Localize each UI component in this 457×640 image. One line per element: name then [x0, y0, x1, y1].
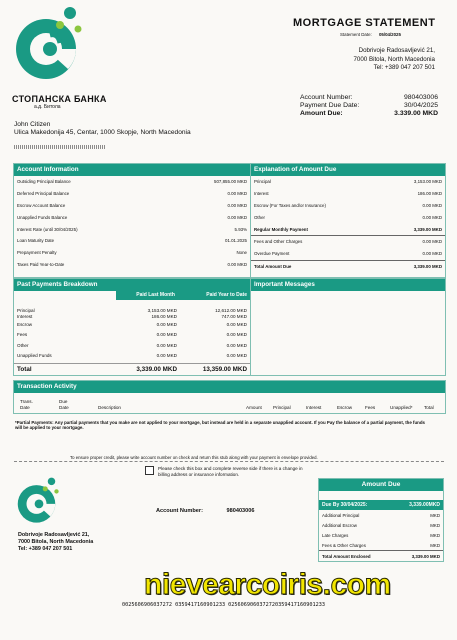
statement-title: MORTGAGE STATEMENT	[293, 17, 436, 29]
micr-line: 0025606906037272 0359417160901233 0256069060372720359417160901233	[122, 602, 326, 608]
past-payment-label: Fees	[17, 332, 28, 338]
stub-tel: Tel: +389 047 207 501	[18, 545, 73, 552]
explanation-label: Fees and Other Charges	[254, 239, 303, 245]
postal-barcode	[14, 145, 106, 149]
stub-amount-label: Additional Principal	[322, 512, 360, 518]
bank-address	[353, 47, 435, 73]
bank-logo	[10, 5, 90, 87]
account-info-value: 0.00 MKD	[227, 202, 247, 208]
transaction-column-header: Due Date	[59, 399, 69, 410]
stub-amount-row	[319, 550, 443, 561]
address-change-text: Please check this box and complete reverse side if there is a change in billing address or insurance information.	[158, 466, 303, 477]
explanation-row	[251, 248, 445, 261]
stub-account-number	[156, 508, 255, 514]
due-date-value: 30/04/2025	[403, 102, 438, 110]
past-payment-label: Interest	[17, 313, 33, 319]
transaction-activity-title: Transaction Activity	[14, 381, 445, 393]
due-date-label: Payment Due Date:	[300, 102, 360, 110]
account-info-row	[14, 200, 250, 212]
stub-amount-value: MKD	[430, 542, 440, 548]
account-info-row	[14, 211, 250, 223]
past-payments-title: Past Payments Breakdown	[14, 279, 250, 291]
explanation-row	[251, 211, 445, 223]
transaction-column-header: Amount	[246, 404, 262, 410]
transaction-column-header: Unapplied*	[390, 404, 413, 410]
important-messages-section	[250, 278, 446, 376]
important-messages-title: Important Messages	[251, 279, 445, 291]
stub-amount-row	[319, 540, 443, 550]
stub-amount-row	[319, 520, 443, 530]
stub-due-by-label: Due By 30/04/2025:	[322, 502, 368, 508]
amount-due-label: Amount Due:	[300, 110, 343, 118]
total-ytd: 13,359.00 MKD	[202, 365, 247, 373]
past-payment-ytd: 747.00 MKD	[221, 313, 247, 319]
transaction-activity-section	[13, 380, 446, 414]
transaction-column-header: Principal	[273, 404, 291, 410]
transaction-column-header: Escrow	[337, 404, 353, 410]
account-summary	[300, 94, 438, 119]
explanation-label: Regular Monthly Payment	[254, 226, 308, 232]
stub-amount-row	[319, 510, 443, 520]
past-payment-ytd: 0.00 MKD	[226, 332, 247, 338]
past-payment-ytd: 0.00 MKD	[226, 321, 247, 327]
past-payment-row	[14, 319, 250, 330]
statement-date	[340, 32, 401, 37]
explanation-label: Escrow (For Taxes and/or Insurance)	[254, 202, 326, 208]
stub-account-number-label: Account Number:	[156, 508, 203, 514]
explanation-value: 0.00 MKD	[422, 239, 442, 245]
past-payment-last-month: 0.00 MKD	[156, 321, 177, 327]
account-info-label: Taxes Paid Year-to-Date	[17, 261, 65, 267]
account-info-row	[14, 259, 250, 271]
past-payment-last-month: 186.00 MKD	[151, 313, 177, 319]
past-payment-label: Principal	[17, 308, 35, 314]
total-label: Total	[17, 365, 32, 373]
account-info-row	[14, 247, 250, 259]
past-payment-last-month: 0.00 MKD	[156, 353, 177, 359]
total-last-month: 3,339.00 MKD	[136, 365, 177, 373]
past-payment-label: Escrow	[17, 321, 33, 327]
customer-block	[14, 121, 191, 137]
stub-amount-label: Late Charges	[322, 532, 349, 538]
transaction-column-header: Trans. Date	[20, 399, 33, 410]
explanation-value: 3,339.00 MKD	[413, 226, 442, 232]
stub-amount-label: Fees & Other Charges	[322, 542, 366, 548]
past-payment-ytd: 12,612.00 MKD	[215, 308, 247, 314]
account-info-label: Outsiding Principal Balance	[17, 179, 71, 185]
explanation-value: 3,153.00 MKD	[413, 179, 442, 185]
stub-amount-value: MKD	[430, 512, 440, 518]
bank-subname: а.д. Битола	[34, 104, 61, 110]
stub-amount-value: 3,339.00 MKD	[411, 553, 440, 559]
stub-bank-address	[18, 532, 93, 552]
explanation-label: Principal	[254, 179, 271, 185]
partial-payments-note: *Partial Payments: Any partial payments that you make are not applied to your mortgage, but instead are held in a separate unapplied account. If you Pay the balance of a partial payment, the funds will be applied to your mortgage.	[15, 420, 425, 431]
address-change-checkbox[interactable]	[145, 466, 154, 475]
past-payment-ytd: 0.00 MKD	[226, 353, 247, 359]
stub-due-by-value: 3,339.00MKD	[409, 502, 440, 508]
customer-address: Ulica Makedonija 45, Centar, 1000 Skopje, North Macedonia	[14, 129, 191, 137]
transaction-columns	[14, 393, 445, 411]
transaction-column-header: Description	[98, 404, 121, 410]
account-info-value: 0.00 MKD	[227, 214, 247, 220]
explanation-row	[251, 188, 445, 200]
past-payment-last-month: 0.00 MKD	[156, 342, 177, 348]
account-info-value: 507,855.00 MKD	[214, 179, 247, 185]
transaction-column-header: Fees	[365, 404, 376, 410]
past-payment-row	[14, 340, 250, 351]
statement-date-value: 05/04/2025	[378, 32, 401, 37]
account-information-section	[13, 163, 251, 278]
past-payment-row	[14, 351, 250, 362]
past-payment-row	[14, 330, 250, 341]
account-info-row	[14, 188, 250, 200]
explanation-label: Total Amount Due	[254, 263, 292, 269]
explanation-value: 186.00 MKD	[417, 191, 442, 197]
past-payment-ytd: 0.00 MKD	[226, 342, 247, 348]
account-info-label: Prepayment Penalty	[17, 250, 57, 256]
stub-account-number-value: 980403006	[226, 508, 255, 514]
stub-amount-value: MKD	[430, 522, 440, 528]
explanation-label: Interest	[254, 191, 269, 197]
amount-due-explanation-section	[250, 163, 446, 278]
customer-name: John Citizen	[14, 121, 51, 128]
explanation-value: 0.00 MKD	[422, 202, 442, 208]
account-info-label: Escrow Account Balance	[17, 202, 66, 208]
stub-amount-due-box	[318, 478, 444, 562]
explanation-value: 0.00 MKD	[422, 251, 442, 257]
watermark-text: nievearcoiris.com	[144, 568, 391, 601]
past-payment-label: Other	[17, 342, 29, 348]
explanation-row	[251, 236, 445, 248]
account-info-row	[14, 235, 250, 247]
amount-due-value: 3.339.00 MKD	[394, 110, 438, 118]
account-number-value: 980403006	[403, 94, 438, 101]
account-info-row	[14, 223, 250, 235]
explanation-row	[251, 176, 445, 188]
paid-last-month-header: Paid Last Month	[116, 291, 178, 300]
address-line-1: Dobrivoje Radosavljević 21,	[358, 47, 435, 54]
paid-ytd-header: Paid Year to Date	[178, 291, 250, 300]
account-info-value: 0.00 MKD	[227, 261, 247, 267]
past-payment-last-month: 3,153.00 MKD	[147, 308, 177, 314]
account-info-value: 0.00 MKD	[227, 191, 247, 197]
stub-amount-label: Total Amount Enclosed	[322, 553, 371, 559]
bank-tel: Tel: +389 047 207 501	[373, 64, 435, 71]
bank-name: СТОПАНСКА БАНКА	[12, 94, 107, 104]
explanation-label: Overdue Payment	[254, 251, 290, 257]
stub-amount-value: MKD	[430, 532, 440, 538]
explanation-title: Explanation of Amount Due	[251, 164, 445, 176]
past-payments-section	[13, 278, 251, 376]
explanation-label: Other	[254, 214, 265, 220]
account-info-row	[14, 176, 250, 188]
explanation-row	[251, 261, 445, 273]
past-payment-last-month: 0.00 MKD	[156, 332, 177, 338]
past-payment-row	[14, 314, 250, 320]
stub-amount-label: Additional Escrow	[322, 522, 357, 528]
stub-instruction: To ensure proper credit, please write account number on check and return this stub along with your payment in envelope provided.	[70, 455, 318, 460]
stub-amount-due-title: Amount Due	[319, 479, 443, 491]
explanation-row	[251, 223, 445, 236]
account-info-value: 01.01.2025	[225, 238, 247, 244]
account-info-value: None	[236, 250, 247, 256]
past-payments-total-row	[14, 363, 250, 374]
explanation-value: 3,339.00 MKD	[413, 263, 442, 269]
stub-amount-row	[319, 530, 443, 540]
stub-bank-logo	[14, 476, 64, 528]
stub-due-by-row	[319, 500, 443, 510]
account-info-label: Deferred Principal Balance	[17, 191, 70, 197]
account-information-title: Account Information	[14, 164, 250, 176]
account-number-label: Account Number:	[300, 94, 353, 101]
past-payment-label: Unapplied Funds	[17, 353, 52, 359]
account-info-label: Interest Rate (until 30/04/2025)	[17, 226, 78, 232]
past-payment-row	[14, 308, 250, 314]
tear-line	[14, 461, 444, 462]
transaction-column-header: Interest	[306, 404, 322, 410]
explanation-value: 0.00 MKD	[422, 214, 442, 220]
account-info-value: 5.93%	[234, 226, 247, 232]
account-info-label: Loan Maturity Date	[17, 238, 55, 244]
stub-address-line-2: 7000 Bitola, North Macedonia	[18, 538, 94, 545]
address-line-2: 7000 Bitola, North Macedonia	[353, 55, 435, 63]
transaction-column-header: Total	[424, 404, 434, 410]
explanation-row	[251, 200, 445, 212]
statement-date-label: Statement Date:	[340, 32, 372, 37]
stub-address-line-1: Dobrivoje Radosavljević 21,	[18, 532, 90, 538]
account-info-label: Unapplied Funds Balance	[17, 214, 68, 220]
